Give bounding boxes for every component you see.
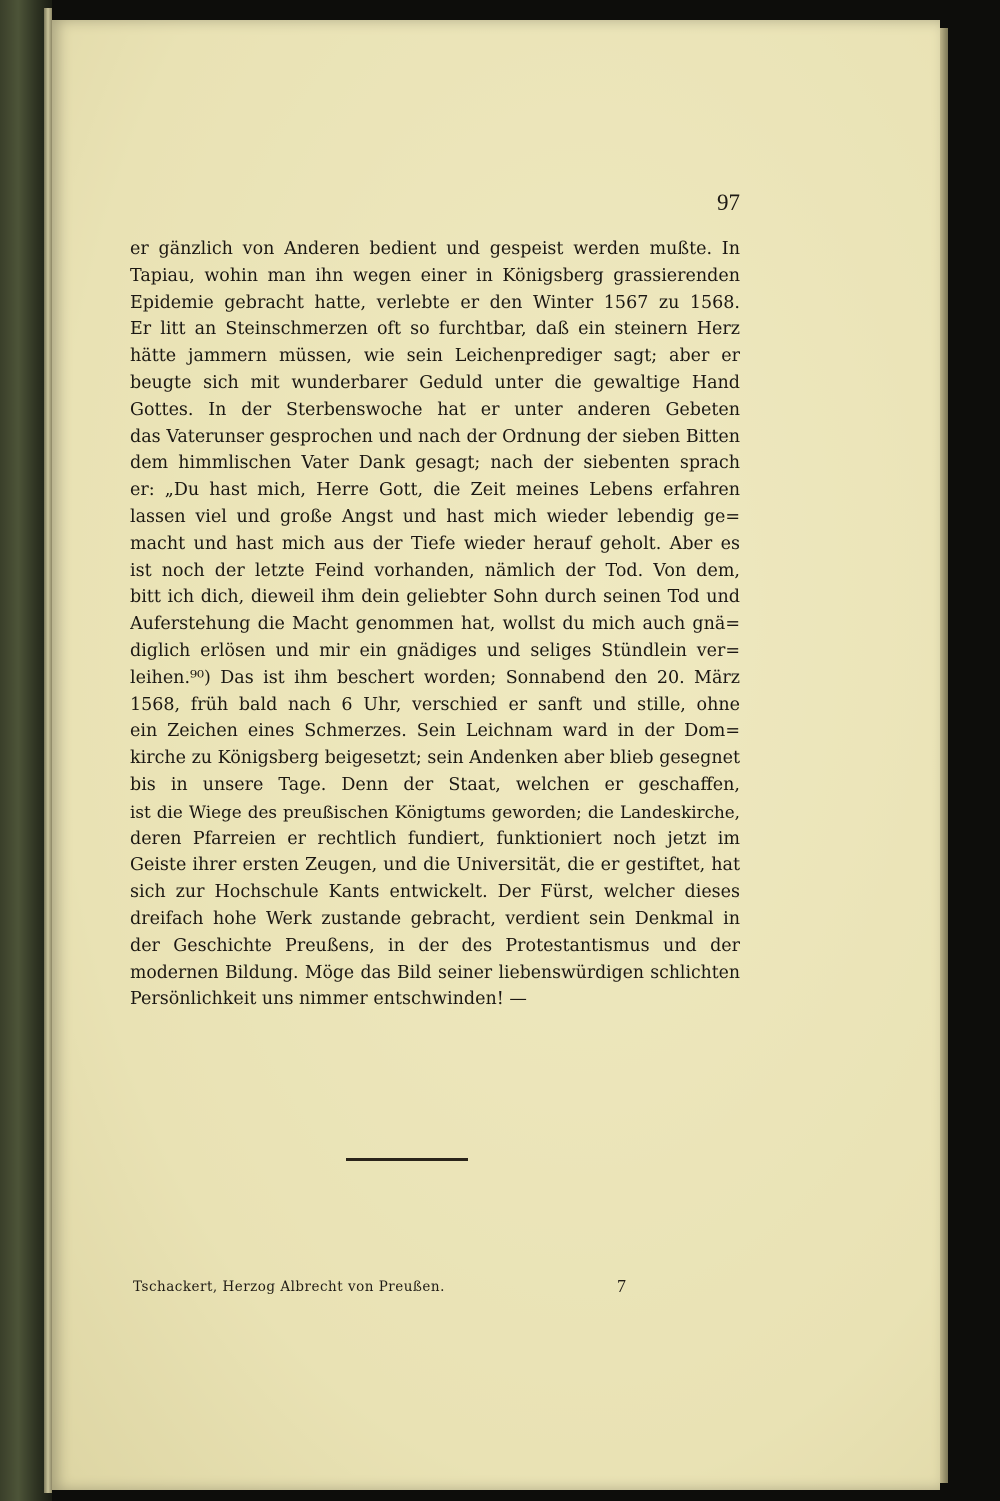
text-line: 1568, früh bald nach 6 Uhr, verschied er sanft und stille, ohne [130,694,740,715]
text-line: Epidemie gebracht hatte, verlebte er den Winter 1567 zu 1568. [130,292,740,313]
text-line: Gottes. In der Sterbenswoche hat er unter anderen Gebeten [130,399,740,420]
text-line: macht und hast mich aus der Tiefe wieder herauf geholt. Aber es [130,533,740,554]
footer-sheet-number: 7 [617,1276,626,1296]
text-line: Persönlichkeit uns nimmer entschwinden! — [130,989,527,1010]
text-line: hätte jammern müssen, wie sein Leichenprediger sagt; aber er [130,346,740,367]
body-text [130,236,740,1013]
text-line: lassen viel und große Angst und hast mich wieder lebendig ge= [130,506,740,527]
text-line: kirche zu Königsberg beigesetzt; sein Andenken aber blieb gesegnet [130,748,740,769]
text-line: das Vaterunser gesprochen und nach der Ordnung der sieben Bitten [130,426,740,447]
text-line: bis in unsere Tage. Denn der Staat, welchen er geschaffen, [130,774,740,795]
section-divider-rule [346,1158,468,1161]
text-line: deren Pfarreien er rechtlich fundiert, funktioniert noch jetzt im [130,828,740,849]
text-line: dreifach hohe Werk zustande gebracht, verdient sein Denkmal in [130,908,740,929]
text-line: Auferstehung die Macht genommen hat, wollst du mich auch gnä= [130,614,740,635]
text-line: Er litt an Steinschmerzen oft so furchtbar, daß ein steinern Herz [130,319,740,340]
text-line: der Geschichte Preußens, in der des Protestantismus und der [130,935,740,956]
text-line: modernen Bildung. Möge das Bild seiner liebenswürdigen schlichten [130,962,740,983]
text-line: dem himmlischen Vater Dank gesagt; nach der siebenten sprach [130,453,740,474]
text-line: sich zur Hochschule Kants entwickelt. Der Fürst, welcher dieses [130,882,740,903]
text-line: diglich erlösen und mir ein gnädiges und seliges Stündlein ver= [130,640,740,661]
text-line: er: „Du hast mich, Herre Gott, die Zeit meines Lebens erfahren [130,480,740,501]
text-line: Tapiau, wohin man ihn wegen einer in Königsberg grassierenden [130,265,740,286]
text-line: er gänzlich von Anderen bedient und gespeist werden mußte. In [130,239,740,259]
text-line: Geiste ihrer ersten Zeugen, und die Universität, die er gestiftet, hat [130,855,740,876]
footer-signature: Tschackert, Herzog Albrecht von Preußen. [133,1279,445,1295]
page-number: 97 [717,190,740,215]
text-line: ist noch der letzte Feind vorhanden, nämlich der Tod. Von dem, [130,560,740,581]
text-line: ist die Wiege des preußischen Königtums geworden; die Landeskirche, [130,801,740,822]
text-line: beugte sich mit wunderbarer Geduld unter die gewaltige Hand [130,372,740,393]
text-line: leihen.⁹⁰) Das ist ihm beschert worden; Sonnabend den 20. März [130,667,740,688]
text-line: ein Zeichen eines Schmerzes. Sein Leichnam ward in der Dom= [130,721,740,742]
text-line: bitt ich dich, dieweil ihm dein geliebter Sohn durch seinen Tod und [130,587,740,608]
page-stack-edge [940,28,948,1483]
book-spine-edge [44,8,52,1493]
